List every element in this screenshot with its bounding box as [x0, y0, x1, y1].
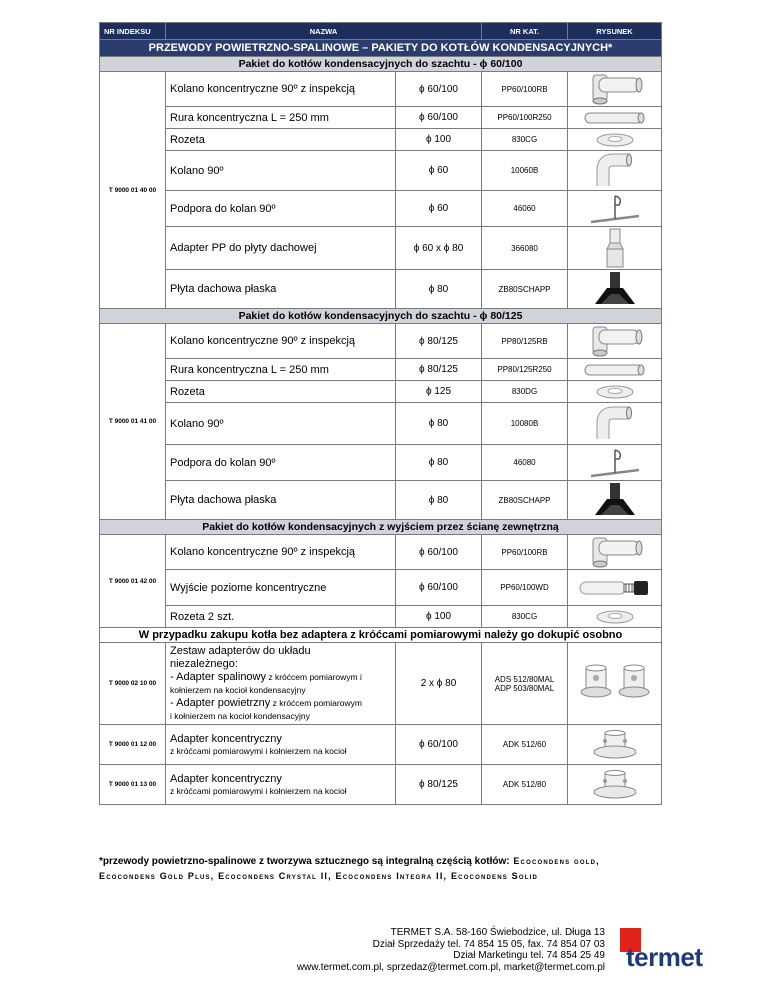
product-name: Adapter PP do płyty dachowej: [166, 227, 396, 270]
diameter: ϕ 60/100: [396, 107, 482, 129]
table-row: [100, 643, 662, 725]
table-row: [100, 270, 662, 309]
product-drawing: [568, 765, 662, 805]
section-title-row: [100, 520, 662, 535]
product-name: Płyta dachowa płaska: [166, 481, 396, 520]
tee-elbow-icon: [568, 72, 661, 106]
catalog-number: ZB80SCHAPP: [482, 270, 568, 309]
product-drawing: [568, 359, 662, 381]
adapters-title-row: [100, 628, 662, 643]
roof-plate-icon: [568, 481, 661, 519]
section-title: Pakiet do kotłów kondensacyjnych z wyjściem przez ścianę zewnętrzną: [100, 520, 662, 535]
support-icon: [568, 192, 661, 226]
set-note: z króćcem pomiarowym i: [266, 671, 362, 682]
header-catalog: NR KAT.: [482, 23, 568, 40]
catalog-line: ADP 503/80MAL: [494, 683, 555, 693]
table-row: [100, 765, 662, 805]
adapter-note: z króćcami pomiarowymi i kołnierzem na kocioł: [170, 785, 347, 796]
elbow-icon: [568, 152, 661, 190]
product-name: Kolano 90º: [166, 151, 396, 191]
set-line: Zestaw adapterów do układu: [170, 644, 311, 657]
diameter: ϕ 60: [396, 151, 482, 191]
catalog-number: PP80/125R250: [482, 359, 568, 381]
diameter: ϕ 80: [396, 403, 482, 445]
diameter: ϕ 100: [396, 606, 482, 628]
tee-elbow-icon: [568, 535, 661, 569]
product-drawing: [568, 191, 662, 227]
catalog-number: 46060: [482, 191, 568, 227]
web-line: www.termet.com.pl, sprzedaz@termet.com.pl, market@termet.com.pl: [296, 961, 605, 973]
index-cell: T 9000 01 12 00: [100, 725, 166, 765]
diameter: ϕ 100: [396, 129, 482, 151]
table-row: [100, 227, 662, 270]
product-drawing: [568, 381, 662, 403]
catalog-number: ZB80SCHAPP: [482, 481, 568, 520]
product-drawing: [568, 643, 662, 725]
adapter-icon: [568, 227, 661, 269]
header-name: NAZWA: [166, 23, 482, 40]
table-row: [100, 725, 662, 765]
product-name: Kolano koncentryczne 90º z inspekcją: [166, 535, 396, 570]
table-row: [100, 129, 662, 151]
table-row: [100, 191, 662, 227]
diameter: ϕ 125: [396, 381, 482, 403]
adapter-name: Adapter koncentryczny: [170, 732, 282, 745]
termet-logo: [620, 928, 726, 974]
index-cell: T 9000 01 41 00: [100, 324, 166, 520]
diameter: ϕ 60/100: [396, 535, 482, 570]
catalog-number: [482, 643, 568, 725]
catalog-number: 830CG: [482, 606, 568, 628]
address-line: TERMET S.A. 58-160 Świebodzice, ul. Długa 13: [390, 927, 605, 938]
product-name: Rozeta: [166, 129, 396, 151]
catalog-number: PP80/125RB: [482, 324, 568, 359]
catalog-number: 10060B: [482, 151, 568, 191]
catalog-number: 830DG: [482, 381, 568, 403]
diameter: ϕ 60/100: [396, 725, 482, 765]
table-row: [100, 570, 662, 606]
index-cell: T 9000 02 10 00: [100, 643, 166, 725]
catalog-number: 366080: [482, 227, 568, 270]
product-drawing: [568, 227, 662, 270]
catalog-number: 46080: [482, 445, 568, 481]
concentric-adapter-icon: [568, 730, 661, 760]
header-drawing: RYSUNEK: [568, 23, 662, 40]
flue-adapter-icon: [579, 664, 613, 700]
catalog-number: PP60/100RB: [482, 72, 568, 107]
table-row: [100, 535, 662, 570]
catalog-number: PP60/100WD: [482, 570, 568, 606]
adapter-note: z króćcami pomiarowymi i kołnierzem na kocioł: [170, 745, 347, 756]
terminal-icon: [568, 576, 661, 600]
product-drawing: [568, 606, 662, 628]
table-row: [100, 381, 662, 403]
adapters-title: W przypadku zakupu kotła bez adaptera z króćcami pomiarowymi należy go dokupić osobno: [100, 628, 662, 643]
product-name: [166, 765, 396, 805]
pipe-icon: [568, 111, 661, 125]
table-row: [100, 324, 662, 359]
product-drawing: [568, 481, 662, 520]
section-title: Pakiet do kotłów kondensacyjnych do szachtu - ϕ 60/100: [100, 57, 662, 72]
product-name: Kolano koncentryczne 90º z inspekcją: [166, 324, 396, 359]
catalog-line: ADS 512/80MAL: [494, 674, 555, 684]
table-row: [100, 445, 662, 481]
product-name: Kolano 90º: [166, 403, 396, 445]
product-drawing: [568, 725, 662, 765]
air-adapter-icon: [617, 664, 651, 700]
diameter: ϕ 80: [396, 445, 482, 481]
index-cell: T 9000 01 42 00: [100, 535, 166, 628]
product-name: Rura koncentryczna L = 250 mm: [166, 107, 396, 129]
diameter: ϕ 80: [396, 481, 482, 520]
product-drawing: [568, 445, 662, 481]
product-name: Rozeta: [166, 381, 396, 403]
logo-text: termet: [626, 942, 703, 972]
set-note: kołnierzem na kocioł kondensacyjny: [170, 684, 306, 695]
main-title-row: [100, 40, 662, 57]
product-name: Rozeta 2 szt.: [166, 606, 396, 628]
rosette-icon: [568, 609, 661, 625]
catalog-number: PP60/100RB: [482, 535, 568, 570]
concentric-adapter-icon: [568, 770, 661, 800]
table-row: [100, 606, 662, 628]
rosette-icon: [568, 384, 661, 400]
sales-line: Dział Sprzedaży tel. 74 854 15 05, fax. 74 854 07 03: [372, 938, 605, 950]
product-drawing: [568, 151, 662, 191]
product-name: [166, 725, 396, 765]
section-title-row: [100, 309, 662, 324]
product-drawing: [568, 129, 662, 151]
diameter: ϕ 60: [396, 191, 482, 227]
set-note: z króćcem pomiarowym: [270, 697, 362, 708]
catalog-number: 830CG: [482, 129, 568, 151]
table-row: [100, 151, 662, 191]
product-name: Kolano koncentryczne 90º z inspekcją: [166, 72, 396, 107]
product-name: Płyta dachowa płaska: [166, 270, 396, 309]
product-name: Podpora do kolan 90º: [166, 445, 396, 481]
table-header: [100, 23, 662, 40]
product-name: Rura koncentryczna L = 250 mm: [166, 359, 396, 381]
footnote-lead: *przewody powietrzno-spalinowe z tworzywa sztucznego są integralną częścią kotłów:: [99, 856, 510, 867]
product-drawing: [568, 403, 662, 445]
set-line: - Adapter spalinowy: [170, 670, 266, 683]
index-cell: T 9000 01 13 00: [100, 765, 166, 805]
set-line: niezależnego:: [170, 657, 238, 670]
section-title: Pakiet do kotłów kondensacyjnych do szachtu - ϕ 80/125: [100, 309, 662, 324]
roof-plate-icon: [568, 270, 661, 308]
diameter: ϕ 60 x ϕ 80: [396, 227, 482, 270]
catalog-number: ADK 512/80: [482, 765, 568, 805]
diameter: ϕ 80/125: [396, 765, 482, 805]
catalog-number: PP60/100R250: [482, 107, 568, 129]
index-cell: T 9000 01 40 00: [100, 72, 166, 309]
footnote-models: Ecocondens gold,: [509, 856, 600, 866]
product-drawing: [568, 570, 662, 606]
catalog-number: 10080B: [482, 403, 568, 445]
pipe-icon: [568, 363, 661, 377]
tee-elbow-icon: [568, 324, 661, 358]
footnote: [99, 854, 699, 884]
main-title: PRZEWODY POWIETRZNO-SPALINOWE – PAKIETY DO KOTŁÓW KONDENSACYJNYCH*: [100, 40, 662, 57]
product-drawing: [568, 535, 662, 570]
set-note: i kołnierzem na kocioł kondensacyjny: [170, 710, 310, 721]
product-drawing: [568, 72, 662, 107]
table-row: [100, 481, 662, 520]
product-name: Podpora do kolan 90º: [166, 191, 396, 227]
set-line: - Adapter powietrzny: [170, 696, 271, 709]
footnote-models-2: Ecocondens Gold Plus, Ecocondens Crystal II, Ecocondens Integra II, Ecocondens Solid: [99, 871, 538, 881]
product-sheet: [99, 22, 661, 805]
table-row: [100, 359, 662, 381]
product-drawing: [568, 107, 662, 129]
diameter: 2 x ϕ 80: [396, 643, 482, 725]
company-address: [270, 927, 605, 973]
product-drawing: [568, 324, 662, 359]
adapter-name: Adapter koncentryczny: [170, 772, 282, 785]
product-table: [99, 22, 662, 805]
rosette-icon: [568, 132, 661, 148]
catalog-number: ADK 512/60: [482, 725, 568, 765]
elbow-icon: [568, 405, 661, 443]
table-row: [100, 72, 662, 107]
product-name: Wyjście poziome koncentryczne: [166, 570, 396, 606]
section-title-row: [100, 57, 662, 72]
diameter: ϕ 60/100: [396, 570, 482, 606]
diameter: ϕ 80: [396, 270, 482, 309]
table-row: [100, 403, 662, 445]
support-icon: [568, 446, 661, 480]
product-name: [166, 643, 396, 725]
diameter: ϕ 60/100: [396, 72, 482, 107]
diameter: ϕ 80/125: [396, 324, 482, 359]
marketing-line: Dział Marketingu tel. 74 854 25 49: [453, 950, 605, 961]
product-drawing: [568, 270, 662, 309]
table-row: [100, 107, 662, 129]
header-index: NR INDEKSU: [100, 23, 166, 40]
diameter: ϕ 80/125: [396, 359, 482, 381]
